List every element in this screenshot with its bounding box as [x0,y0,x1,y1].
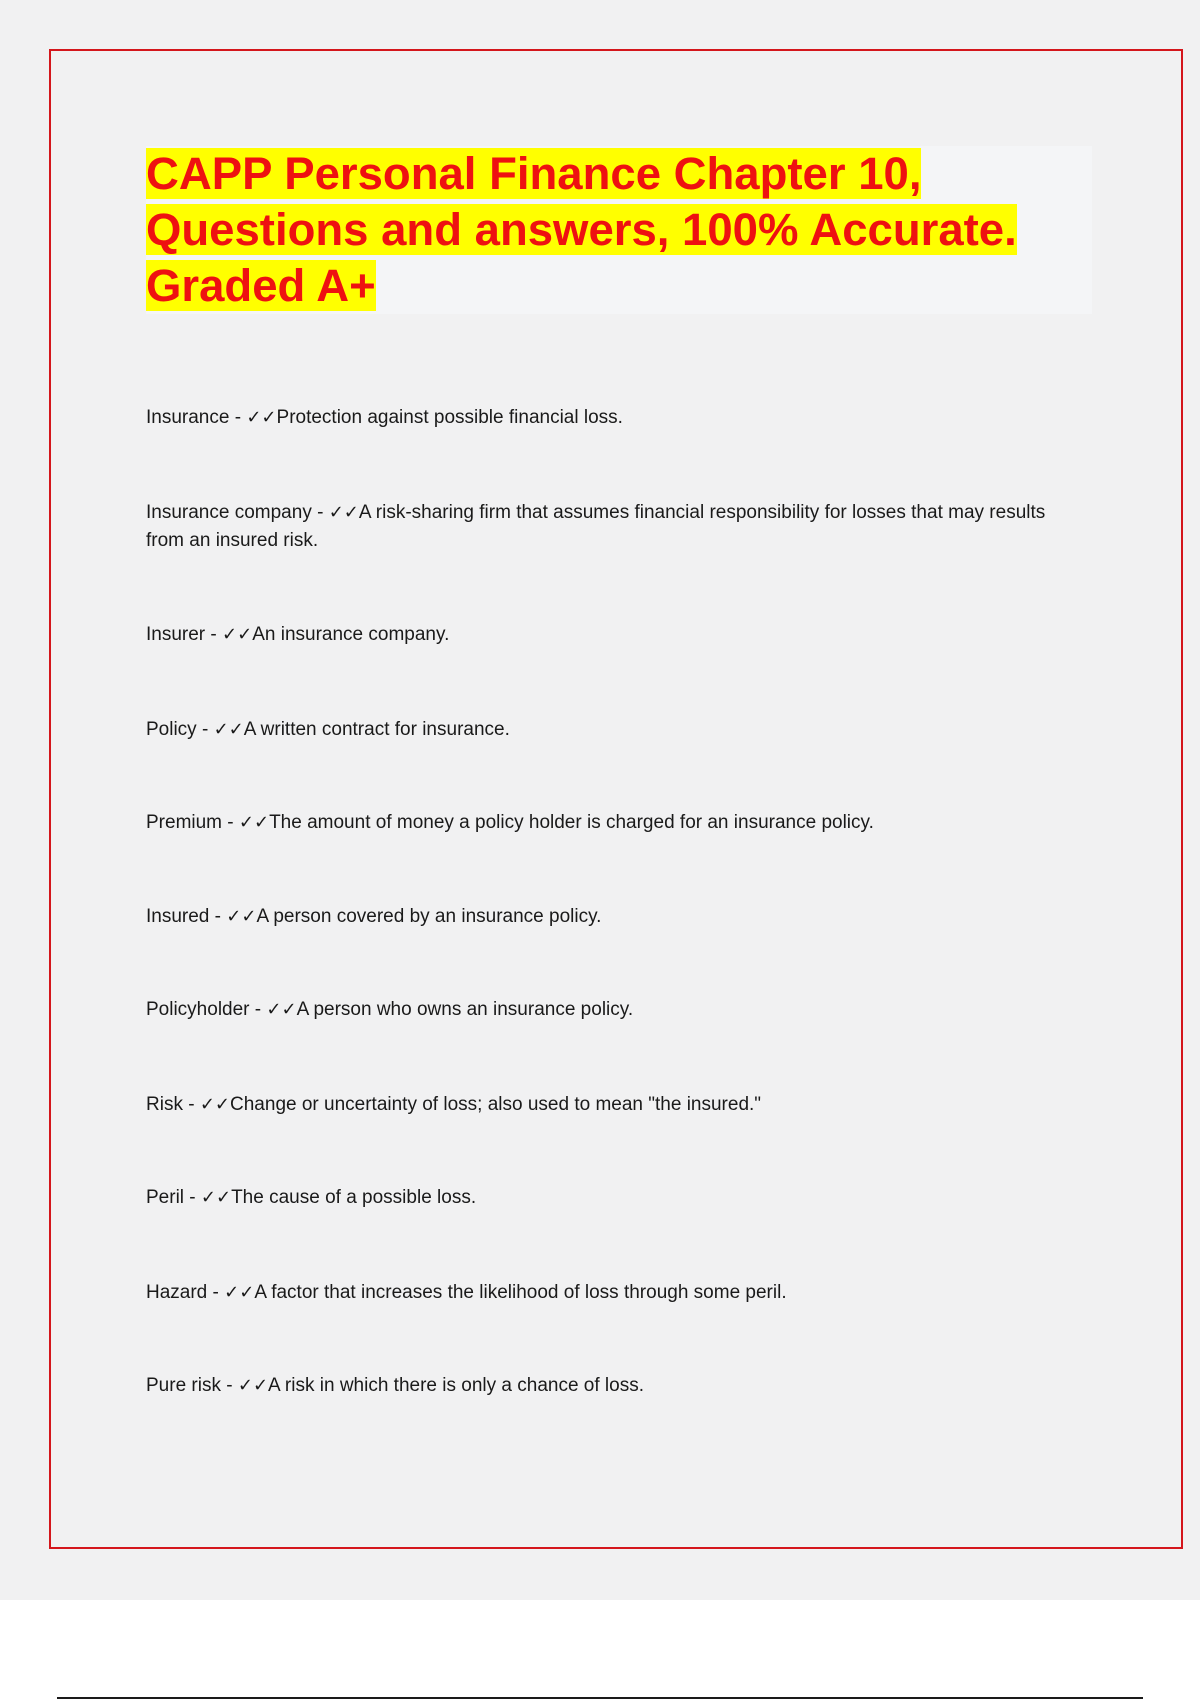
title-line: CAPP Personal Finance Chapter 10, [146,148,922,199]
separator: - [311,502,329,523]
term: Policyholder [146,999,250,1020]
separator: - [229,407,247,428]
definition: A factor that increases the likelihood of loss through some peril. [254,1282,787,1303]
separator: - [184,1187,201,1208]
definition: A person covered by an insurance policy. [256,906,602,927]
definition: The amount of money a policy holder is charged for an insurance policy. [269,812,874,833]
definition: A person who owns an insurance policy. [296,999,634,1020]
qa-item [146,809,1076,837]
term: Insurance [146,407,230,428]
separator: - [249,999,267,1020]
qa-item [146,1372,1076,1400]
definition: Protection against possible financial loss. [276,407,623,428]
qa-item [146,1279,1076,1307]
qa-item [146,716,1076,744]
term: Risk [146,1094,183,1115]
check-mark-icon: ✓✓ [246,407,277,428]
separator: - [207,1282,225,1303]
next-page-divider [57,1697,1143,1699]
qa-item [146,1091,1076,1119]
definition: A risk-sharing firm that assumes financial responsibility for losses that may results from an insured risk. [146,502,1046,551]
separator: - [220,1375,238,1396]
check-mark-icon: ✓✓ [200,1187,232,1208]
definition: A risk in which there is only a chance of loss. [268,1375,644,1396]
qa-item [146,1184,1076,1212]
separator: - [222,812,239,833]
qa-item [146,404,1076,432]
title-line: Graded A+ [146,260,376,311]
check-mark-icon: ✓✓ [213,719,244,740]
check-mark-icon: ✓✓ [222,624,253,645]
term: Premium [146,812,223,833]
document-title [146,146,1092,314]
check-mark-icon: ✓✓ [266,999,297,1020]
term: Pure risk [146,1375,221,1396]
definition: An insurance company. [252,624,450,645]
separator: - [182,1094,200,1115]
title-block [146,146,1092,314]
check-mark-icon: ✓✓ [224,1282,255,1303]
check-mark-icon: ✓✓ [328,502,359,523]
separator: - [209,906,227,927]
check-mark-icon: ✓✓ [237,1375,269,1396]
term: Peril [146,1187,185,1208]
check-mark-icon: ✓✓ [226,906,257,927]
definition: A written contract for insurance. [243,719,510,740]
separator: - [196,719,214,740]
qa-item [146,903,1076,931]
term: Insured [146,906,210,927]
check-mark-icon: ✓✓ [199,1094,231,1115]
term: Insurance company [146,502,312,523]
term: Hazard [146,1282,208,1303]
definition: Change or uncertainty of loss; also used to mean "the insured." [230,1094,762,1115]
term: Insurer [146,624,206,645]
qa-item [146,621,1076,649]
term: Policy [146,719,197,740]
definition: The cause of a possible loss. [231,1187,477,1208]
qa-item [146,996,1076,1024]
check-mark-icon: ✓✓ [238,812,270,833]
separator: - [205,624,223,645]
qa-item [146,499,1076,555]
title-line: Questions and answers, 100% Accurate. [146,204,1017,255]
